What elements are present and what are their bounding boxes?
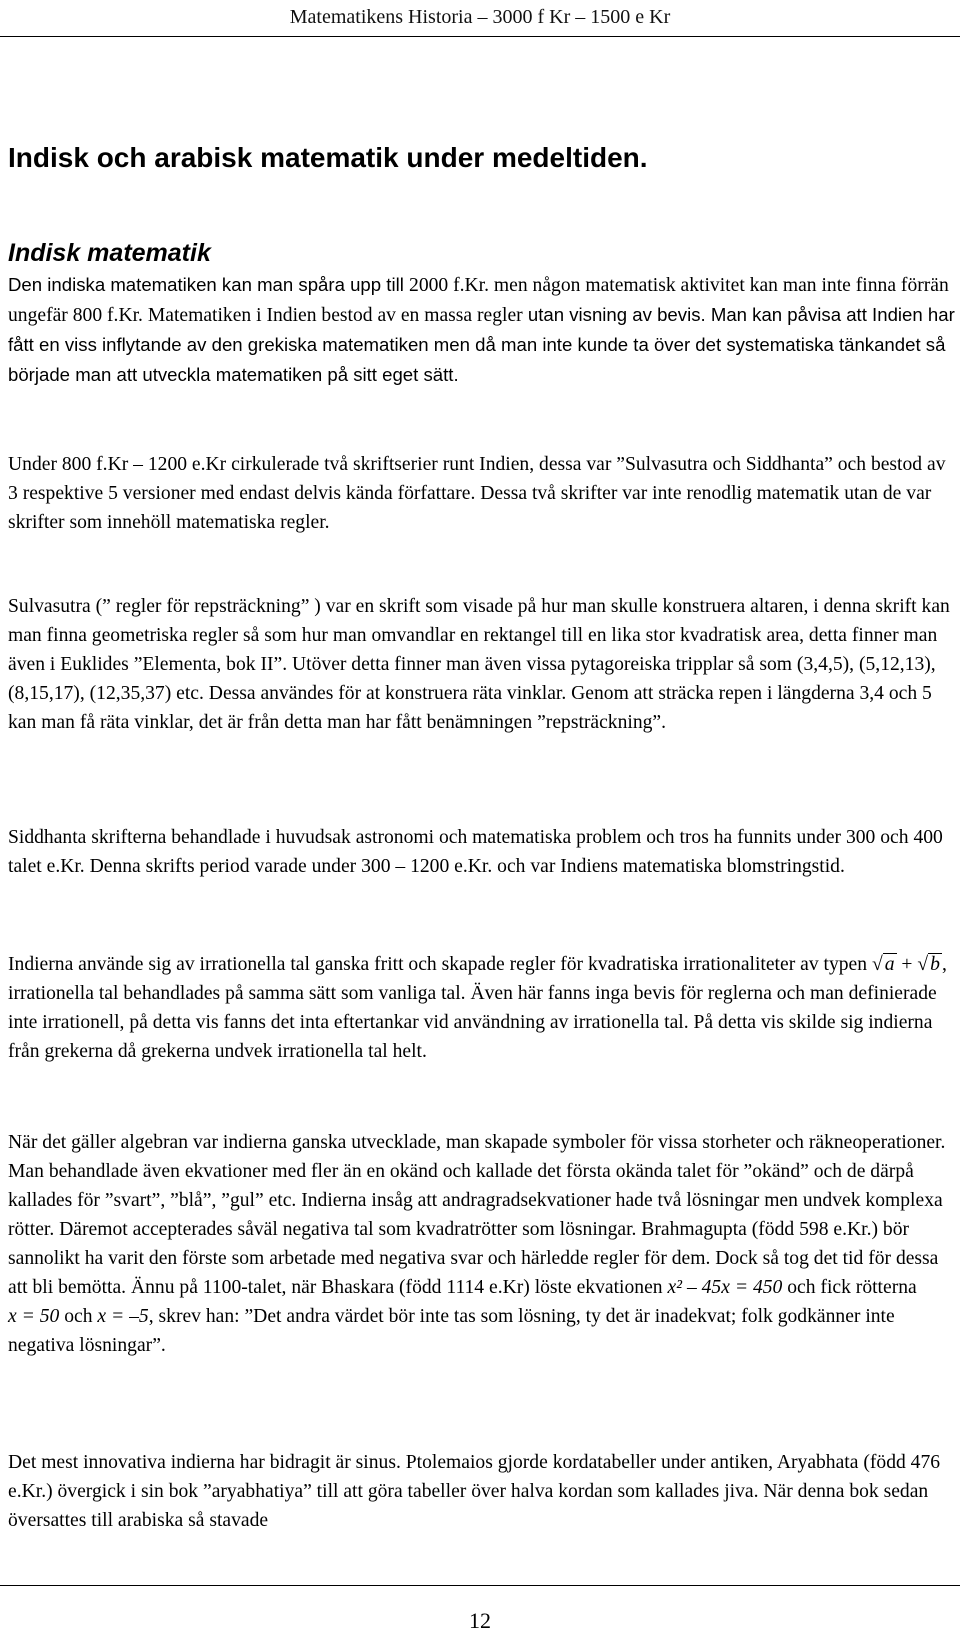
intro-text-sans-b: utan visning av bevis. Man kan påvisa att Indien har fått en viss inflytande av den grekiska matematiken men då man inte kunde ta över det systematiska tänkandet så började man att utveckla matematiken på sitt eget sätt. <box>8 304 955 385</box>
algebra-text-b: och fick rötterna <box>782 1277 917 1298</box>
algebra-text-a: När det gäller algebran var indierna ganska utvecklade, man skapade symboler för vissa storheter och räkneoperationer. Man behandlade även ekvationer med fler än en okänd och kallade det första okända talet för ”okänd” och de därpå kallades för ”svart”, ”blå”, ”gul” etc. Indierna insåg att andragradsekvationer hade två lösningar men undvek komplexa rötter. Däremot accepterades såväl negativa tal som kvadratrötter som lösningar. Brahmagupta (född 598 e.Kr.) bör sannolikt ha varit den förste som arbetade med negativa svar och härledde regler för dem. Dock så tog det tid för dessa att bli bemötta. Ännu på 1100-talet, när Bhaskara (född 1114 e.Kr) löste ekvationen <box>8 1132 946 1298</box>
radicand-a: a <box>884 954 895 975</box>
paragraph-siddhanta: Siddhanta skrifterna behandlade i huvudsak astronomi och matematiska problem och tros ha funnits under 300 och 400 talet e.Kr. Denna skrifts period varade under 300 – 1200 e.Kr. och var Indiens matematiska blomstringstid. <box>8 827 943 877</box>
paragraph-algebra <box>8 1128 955 1360</box>
paragraph-irrationella <box>8 950 955 1066</box>
intro-text-sans-a: Den indiska matematiken kan man spåra upp till <box>8 274 410 295</box>
paragraph-sulvasutra: Sulvasutra (” regler för repsträckning” ) var en skrift som visade på hur man skulle konstruera altaren, i denna skrift kan man finna geometriska regler så som hur man omvandlar en rektangel till en lika stor kvadratisk area, detta finner man även i Euklides ”Elementa, bok II”. Utöver detta finner man även vissa pytagoreiska tripplar så som (3,4,5), (5,12,13), (8,15,17), (12,35,37) etc. Dessa användes för at konstruera räta vinklar. Genom att sträcka repen i längderna 3,4 och 5 kan man få räta vinklar, det är från detta man har fått benämningen ”repsträckning”. <box>8 596 950 733</box>
section-heading: Indisk matematik <box>8 239 211 267</box>
paragraph-skriftserier: Under 800 f.Kr – 1200 e.Kr cirkulerade två skriftserier runt Indien, dessa var ”Sulvasutra och Siddhanta” och bestod av 3 respektive 5 versioner med endast delvis kända författare. Dessa två skrifter var inte renodlig matematik utan de var skrifter som innehöll matematiska regler. <box>8 454 946 533</box>
irrational-text-b: , irrationella tal behandlades på samma sätt som vanliga tal. Även här fanns inga bevis för reglerna och man definierade inte irrationell, på detta vis fanns det inta eftertankar vid användning av irrationella tal. På detta vis skilde sig indierna från grekerna då grekerna undvek irrationella tal helt. <box>8 954 947 1062</box>
plus-sign: + <box>896 954 918 975</box>
equation-bhaskara: x² – 45x = 450 <box>667 1277 783 1298</box>
page-number: 12 <box>469 1608 491 1633</box>
footer-rule <box>0 1585 960 1586</box>
algebra-text-d: , skrev han: ”Det andra värdet bör inte tas som lösning, ty det är inadekvat; folk godkänner inte negativa lösningar”. <box>8 1306 895 1356</box>
running-header: Matematikens Historia – 3000 f Kr – 1500 e Kr <box>289 6 671 28</box>
irrational-text-a: Indierna använde sig av irrationella tal ganska fritt och skapade regler för kvadratiska irrationaliteter av typen <box>8 954 872 975</box>
root-two: x = –5 <box>97 1306 149 1327</box>
root-one: x = 50 <box>8 1306 60 1327</box>
radicand-b: b <box>930 954 940 975</box>
paragraph-intro <box>8 270 955 390</box>
intro-text-serif: 2000 f.Kr. men någon matematisk aktivitet kan man inte finna förrän ungefär 800 f.Kr. Matematiken i Indien bestod av en massa regler <box>8 275 949 326</box>
sqrt-expression: √ a + √ b <box>871 954 940 975</box>
algebra-text-c: och <box>59 1306 98 1327</box>
header-rule <box>0 36 960 37</box>
paragraph-sinus: Det mest innovativa indierna har bidragit är sinus. Ptolemaios gjorde kordatabeller under antiken, Aryabhata (född 476 e.Kr.) övergick i sin bok ”aryabhatiya” till att göra tabeller över halva kordan som kallades jiva. När denna bok sedan översattes till arabiska så stavade <box>8 1452 941 1531</box>
document-title: Indisk och arabisk matematik under medeltiden. <box>8 142 648 173</box>
